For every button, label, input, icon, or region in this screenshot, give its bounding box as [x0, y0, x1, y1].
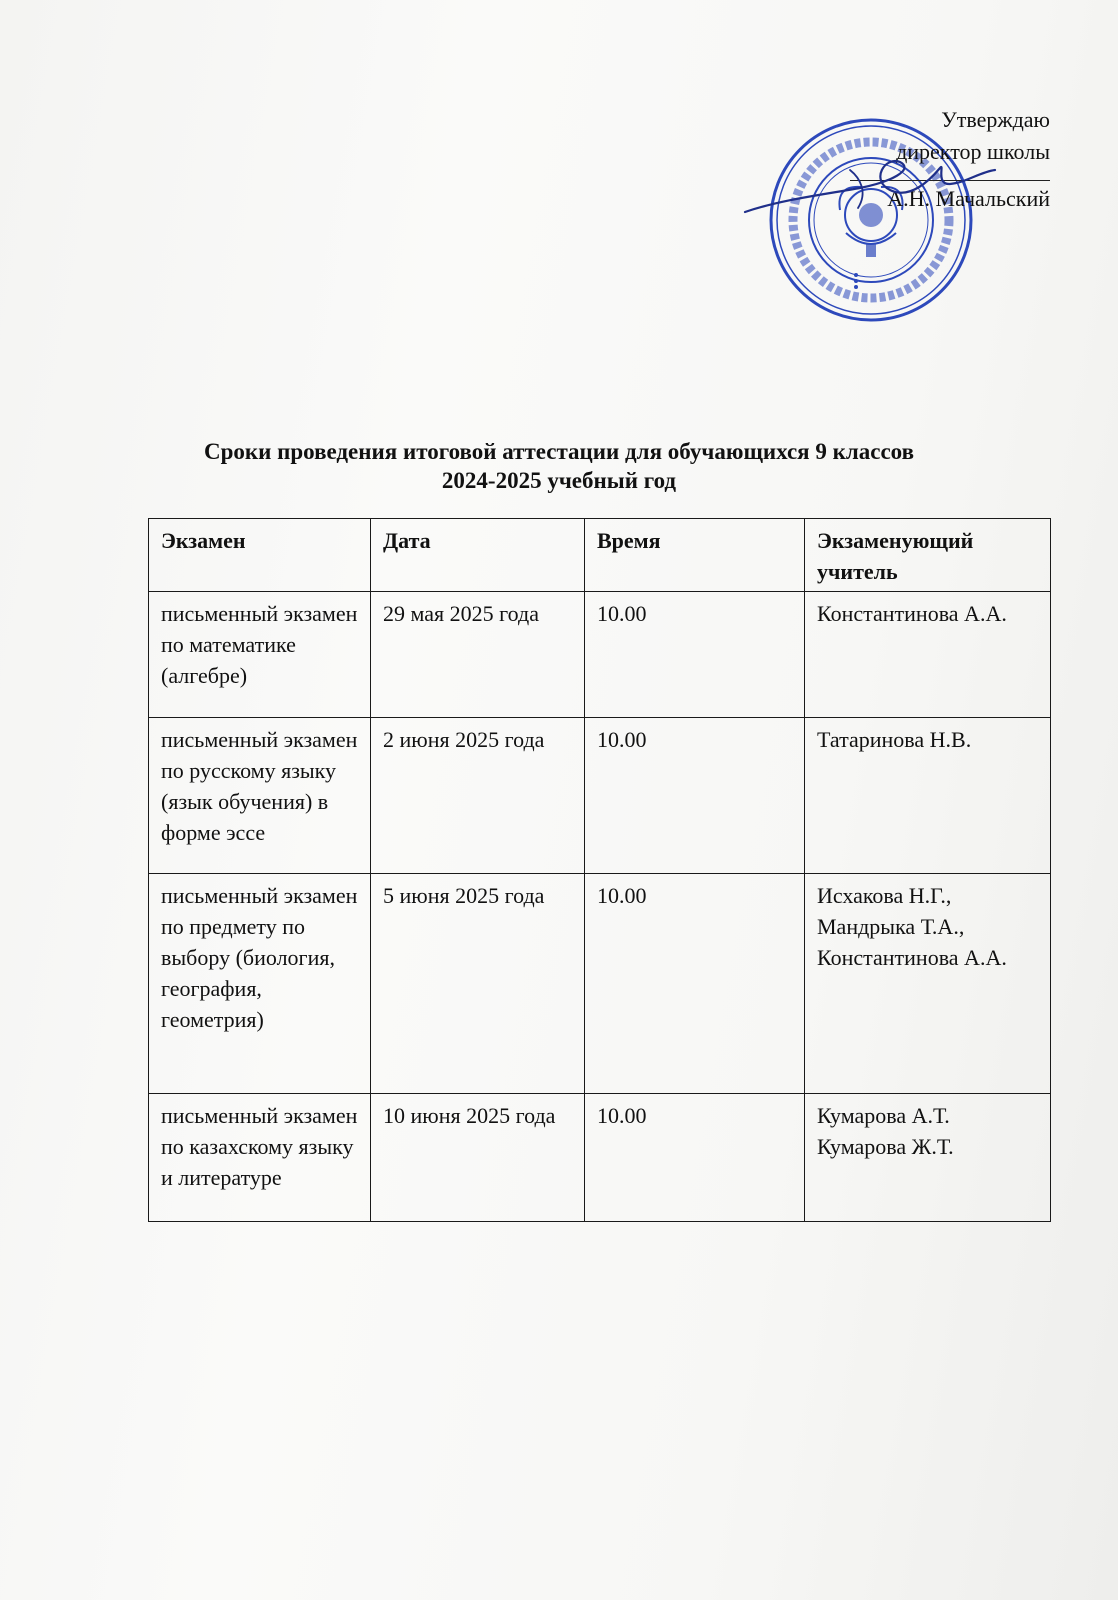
cell-date: 10 июня 2025 года: [371, 1094, 585, 1222]
cell-exam: письменный экзамен по казахскому языку и литературе: [149, 1094, 371, 1222]
cell-teacher: [805, 874, 1051, 1094]
cell-date: 5 июня 2025 года: [371, 874, 585, 1094]
approval-signer: А.Н. Мачальский: [850, 180, 1050, 215]
cell-teacher: [805, 592, 1051, 718]
table-header-row: [149, 519, 1051, 592]
exam-schedule-table: [148, 518, 1051, 1222]
teacher-name: Кумарова А.Т.: [817, 1103, 950, 1128]
teacher-name: Исхакова Н.Г.,: [817, 883, 952, 908]
teacher-name: Константинова А.А.: [817, 601, 1007, 626]
teacher-name: Кумарова Ж.Т.: [817, 1134, 954, 1159]
title-line-2: 2024-2025 учебный год: [441, 468, 677, 493]
table-row: [149, 1094, 1051, 1222]
cell-date: 29 мая 2025 года: [371, 592, 585, 718]
teacher-name: Константинова А.А.: [817, 945, 1007, 970]
table-row: [149, 718, 1051, 874]
cell-date: 2 июня 2025 года: [371, 718, 585, 874]
cell-exam: письменный экзамен по русскому языку (язык обучения) в форме эссе: [149, 718, 371, 874]
cell-exam: письменный экзамен по предмету по выбору (биология, география, геометрия): [149, 874, 371, 1094]
teacher-name: Мандрыка Т.А.,: [817, 914, 965, 939]
header-teacher: Экзаменующий учитель: [805, 519, 1051, 592]
cell-teacher: [805, 1094, 1051, 1222]
table-row: [149, 874, 1051, 1094]
approval-heading: Утверждаю: [941, 107, 1050, 132]
teacher-name: Татаринова Н.В.: [817, 727, 972, 752]
page-title: [0, 437, 1118, 495]
title-line-1: Сроки проведения итоговой аттестации для обучающихся 9 классов: [203, 439, 915, 464]
header-time: Время: [585, 519, 805, 592]
cell-time: 10.00: [585, 592, 805, 718]
approval-position: директор школы: [896, 139, 1050, 164]
cell-time: 10.00: [585, 1094, 805, 1222]
header-date: Дата: [371, 519, 585, 592]
cell-time: 10.00: [585, 718, 805, 874]
cell-exam: письменный экзамен по математике (алгебре): [149, 592, 371, 718]
table-row: [149, 592, 1051, 718]
header-exam: Экзамен: [149, 519, 371, 592]
cell-time: 10.00: [585, 874, 805, 1094]
handwritten-signature-icon: [740, 150, 1000, 230]
cell-teacher: [805, 718, 1051, 874]
